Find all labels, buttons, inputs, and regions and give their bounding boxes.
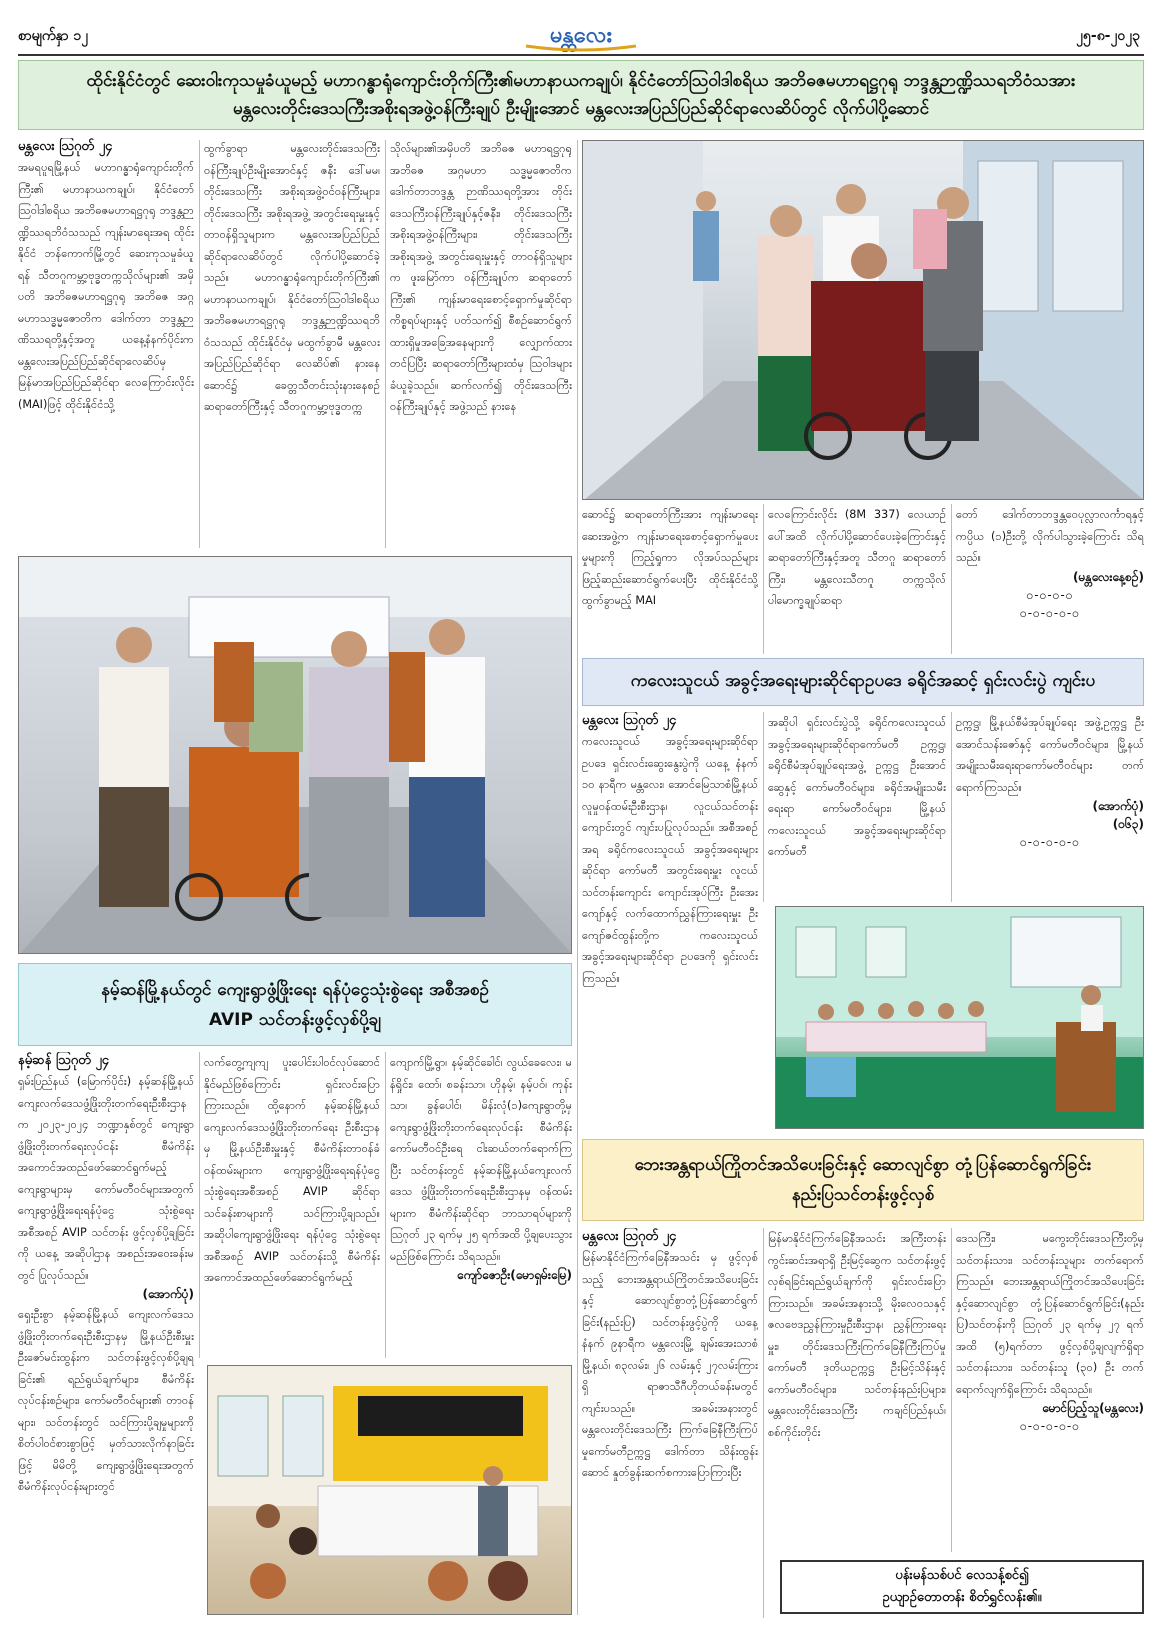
story2-separator: ဝ-ဝ-ဝ-ဝ-ဝ [1019,835,1080,849]
story4-text-col1: မြန်မာနိုင်ငံကြက်ခြေနီအသင်း မှ ဖွင့်လှစ်သည့် ဘေးအန္တရာယ်ကြိုတင်အသိပေးခြင်းနှင့် ဆောလျင်စွာတုံ့ပြန်ဆောင်ရွက်ခြင်း(နည်းပြ) သင်တန်းဖွင့်ပွဲကို ယနေ့ နံနက် ၉နာရီက မန္တလေးမြို့ ချမ်းအေးသာစံမြို့နယ်၊ ၈၃လမ်း၊ ၂၆ လမ်းနှင့် ၂၇လမ်းကြားရှိ ရာဇာသီဂီဟိုတယ်ခန်းမတွင် ကျင်းပသည်။ အခမ်းအနားတွင် မန္တလေးတိုင်းဒေသကြီး ကြက်ခြေနီကြီးကြပ်မှုကော်မတီဥက္ကဋ္ဌ ဒေါက်တာ သိန်းထွန်းဆောင် နှုတ်ခွန်းဆက်စကားပြောကြားပြီး [582,1251,758,1479]
column-rule [951,1228,952,1552]
story4-headline [582,1139,1144,1221]
story1-headline-line2: မန္တလေးတိုင်းဒေသကြီးအစိုးရအဖွဲ့ဝန်ကြီးချုပ် ဦးမျိုးအောင် မန္တလေးအပြည်ပြည်ဆိုင်ရာလေဆိပ်တွင် လိုက်ပါပို့ဆောင် [232,99,930,119]
story2-text-col2: အဆိုပါ ရှင်းလင်းပွဲသို့ ခရိုင်ကလေးသူငယ်အခွင့်အရေးများဆိုင်ရာကော်မတီ ဥက္ကဋ္ဌ၊ ခရိုင်စီမံအုပ်ချုပ်ရေးအဖွဲ့ ဥက္ကဋ္ဌ ဦးအောင်ဆွေနှင့် ကော်မတီဝင်များ၊ ခရိုင်အမျိုးသမီးရေးရာ ကော်မတီဝင်များ၊ မြို့နယ်ကလေးသူငယ် အခွင့်အရေးများဆိုင်ရာကော်မတီ [768,716,946,858]
story1-separator-a: ဝ-ဝ-ဝ-ဝ [1026,587,1074,602]
story1-text-col6: တော် ဒေါက်တာဘဒ္ဒန္တဝေပုလ္လာလင်္ကာရနှင့် ကပ္ပိယ (၁)ဦးတို့ လိုက်ပါသွားခဲ့ကြောင်း သိရသည်။ [956,508,1144,564]
story1-text-col5: လေကြောင်းလိုင်း (8M 337) လေယာဉ်ပေါ်အထိ လိုက်ပါပို့ဆောင်ပေးခဲ့ကြောင်းနှင့် ဆရာတော်ကြီးနှင့်အတူ သီတဂူ ဆရာတော်ကြီး၊ မန္တလေးသီတဂူ တက္ကသိုလ်ပါမောက္ခချုပ်ဆရာ [768,508,946,607]
story3-headline-line1: နမ့်ဆန်မြို့နယ်တွင် ကျေးရွာဖွံ့ဖြိုးရေး ရန်ပုံငွေသုံးစွဲရေး အစီအစဉ် [101,979,489,1000]
story3-text-col1b: ရှေးဦးစွာ နမ့်ဆန်မြို့နယ် ကျေးလက်ဒေသ ဖွံ့ဖြိုးတိုးတက်ရေးဦးစီးဌာနမှ မြို့နယ်ဦးစီးမှူး ဦးဇော်မင်းထွန်းက သင်တန်းဖွင့်လှစ်ပို့ချရခြင်း၏ ရည်ရွယ်ချက်များ၊ စီမံကိန်းလုပ်ငန်းစဉ်များ၊ ကော်မတီဝင်များ၏ တာဝန်များ၊ သင်တန်းတွင် သင်ကြားပို့ချမှုများကို စိတ်ပါဝင်စားစွာဖြင့် မှတ်သားလိုက်နာခြင်းဖြင့် မိမိတို့ ကျေးရွာဖွံ့ဖြိုးရေးအတွက် စီမံကိန်းလုပ်ငန်းများတွင် [18,1308,194,1493]
logo-text: မန္တလေး [549,23,613,48]
story2-text-col3: ဥက္ကဋ္ဌ၊ မြို့နယ်စီမံအုပ်ချုပ်ရေး အဖွဲ့ဥက္ကဋ္ဌ ဦးအောင်သန်းဇော်နှင့် ကော်မတီဝင်များ၊ မြို့နယ်အမျိုးသမီးရေးရာကော်မတီဝင်များ တက်ရောက်ကြသည်။ [956,716,1144,794]
story3-column-3 [390,1052,572,1358]
column-rule [385,1052,386,1358]
story4-reporter: မောင်ပြည့်သူ(မန္တလေး) [1042,1401,1144,1415]
story1-column-5 [768,504,946,654]
story4-separator: ဝ-ဝ-ဝ-ဝ-ဝ [1019,1419,1080,1433]
story4-dateline: မန္တလေး ဩဂုတ် ၂၄ [582,1229,677,1244]
story1-text-col1: အမရပူရမြို့နယ် မဟာဂန္ဓာရုံကျောင်းတိုက်ကြီး၏ မဟာနာယကချုပ်၊ နိုင်ငံတော် ဩဝါဒါစရိယ အဘိဓဇမဟာရဋ္ဌဂုရု ဘဒ္ဒန္တဉာဏ္ဍိဿရဘိဝံသသည် ကျန်းမာရေးအရ ထိုင်းနိုင်ငံ ဘန်ကောက်မြို့တွင် ဆေးကုသမှုခံယူရန် သီတဂူကမ္ဘာ့ဗုဒ္ဓတက္ကသိုလ်များ၏ အမှိပတိ အဘိဓဇမဟာရဋ္ဌဂုရု အဘိဓဇ အဂ္ဂမဟာသဒ္ဓမ္မဇောတိက ဒေါက်တာ ဘဒ္ဒန္တဉာဏိဿရတို့နှင့်အတူ ယနေ့နံနက်ပိုင်းက မန္တလေးအပြည်ပြည်ဆိုင်ရာလေဆိပ်မှ မြန်မာအပြည်ပြည်ဆိုင်ရာ လေကြောင်းလိုင်း (MAI)ဖြင့် ထိုင်းနိုင်ငံသို့ [18,161,194,411]
story1-photo-illustration [583,141,1144,500]
story1-column-2 [204,138,380,548]
story2-credit-code: (ဝ၆၃) [1112,817,1144,831]
column-rule [385,140,386,548]
masthead-logo-graphic [516,18,646,52]
story1-dateline: မန္တလေး ဩဂုတ် ၂၄ [18,139,113,154]
story4-headline-line2: နည်းပြသင်တန်းဖွင့်လှစ် [791,1185,935,1205]
story3-headline [18,963,572,1046]
story2-photo-seminar [775,906,1144,1129]
story2-photo-illustration [776,907,1144,1129]
story4-column-2 [768,1228,946,1552]
story1-credit: (မန္တလေးနေ့စဉ်) [1073,569,1144,584]
page-number: စာမျက်နှာ ၁၂ [18,28,89,44]
story3-credit: (အောက်ပုံ) [142,1287,194,1301]
story3-column-1 [18,1052,194,1617]
story2-dateline: မန္တလေး ဩဂုတ် ၂၄ [582,713,677,728]
story4-headline-line1: ဘေးအန္တရာယ်ကြိုတင်အသိပေးခြင်းနှင့် ဆောလျင်စွာ တုံ့ပြန်ဆောင်ရွက်ခြင်း [634,1155,1092,1175]
story2-column-1 [582,712,758,1132]
story1-photo-airport-wheelchair [582,140,1144,500]
story4-text-col2: မြန်မာနိုင်ငံကြက်ခြေနီအသင်း အကြီးတန်း ကွင်းဆင်းအရာရှိ ဦးမြင့်ဆွေက သင်တန်းဖွင့်လှစ်ရခြင်းရည်ရွယ်ချက်ကို ရှင်းလင်းပြောကြားသည်။ အခမ်းအနားသို့ မိုးလေဝသနှင့် ဇလဗေဒညွှန်ကြားမှုဦးစီးဌာန၊ ညွှန်ကြားရေးမှူး၊ တိုင်းဒေသကြီးကြက်ခြေနီကြီးကြပ်မှုကော်မတီ ဒုတိယဥက္ကဋ္ဌ ဦးမြင့်သိန်းနှင့် ကော်မတီဝင်များ၊ သင်တန်းနည်းပြများ၊ မန္တလေးတိုင်းဒေသကြီး ကချင်ပြည်နယ်၊ စစ်ကိုင်းတိုင်း [768,1232,946,1439]
story3-photo-training-room [207,1365,572,1615]
column-rule [951,712,952,902]
story1-column-6 [956,504,1144,654]
story4-text-col3: ဒေသကြီး၊ မကွေးတိုင်းဒေသကြီးတို့မှသင်တန်းသား၊ သင်တန်းသူများ တက်ရောက်ကြသည်။ ဘေးအန္တရာယ်ကြိုတင်အသိပေးခြင်းနှင့်ဆောလျင်စွာ တုံ့ပြန်ဆောင်ရွက်ခြင်း(နည်းပြ)သင်တန်းကို ဩဂုတ် ၂၃ ရက်မှ ၂၇ ရက်အထိ (၅)ရက်တာ ဖွင့်လှစ်ပို့ချလျက်ရှိရာ သင်တန်းသား၊ သင်တန်းသူ (၃၀) ဦး တက်ရောက်လျက်ရှိကြောင်း သိရသည်။ [956,1232,1144,1396]
story3-text-col1: ရှမ်းပြည်နယ် (မြောက်ပိုင်း) နမ့်ဆန်မြို့နယ် ကျေးလက်ဒေသဖွံ့ဖြိုးတိုးတက်ရေးဦးစီးဌာနက ၂၀၂၃-၂၀၂၄ ဘဏ္ဍာနှစ်တွင် ကျေးရွာဖွံ့ဖြိုးတိုးတက်ရေးလုပ်ငန်း စီမံကိန်း အကောင်အထည်ဖော်ဆောင်ရွက်မည့် ကျေးရွာများမှ ကော်မတီဝင်များအတွက် ကျေးရွာဖွံ့ဖြိုးရေးရန်ပုံငွေ သုံးစွဲရေး အစီအစဉ် AVIP သင်တန်း ဖွင့်လှစ်ပို့ချခြင်းကို ယနေ့ အဆိုပါဌာန အစည်းအဝေးခန်းမတွင် ပြုလုပ်သည်။ [18,1075,194,1282]
header-divider [18,54,1144,56]
slogan-line2: ဥယျာဉ်တောတန်း စိတ်ရွှင်လန်း၏။ [882,1590,1042,1605]
story2-column-2 [768,712,946,902]
story1-column-1 [18,138,194,548]
issue-date: ၂၅-၈-၂၀၂၃ [1076,28,1140,44]
story3-text-col3: ကျောက်မြို့ရွာ၊ နမ့်ဆိုင်ခေါင်၊ လွယ်ခေလေး၊ မန်ရှိုင်း၊ ထော်၊ စခန်းသာ၊ ဟိုနမ့်၊ နမ့်ပဝ်၊ ကုန်းသာ၊ ခွန်ပေါင်၊ မိန်းလုံ(၁)ကျေးရွာတို့မှ ကျေးရွာဖွံ့ဖြိုးတိုးတက်ရေးလုပ်ငန်း စီမံကိန်း ကော်မတီဝင်ဦးရေ ငါးဆယ်တက်ရောက်ကြပြီး သင်တန်းတွင် နမ့်ဆန်မြို့နယ်ကျေးလက်ဒေသ ဖွံ့ဖြိုးတိုးတက်ရေးဦးစီးဌာနမှ ဝန်ထမ်းများက စီမံကိန်းဆိုင်ရာ ဘာသာရပ်များကို ဩဂုတ် ၂၃ ရက်မှ ၂၅ ရက်အထိ ပို့ချပေးသွားမည်ဖြစ်ကြောင်း သိရသည်။ [390,1056,572,1263]
group-silhouettes [99,619,485,919]
story1-headline-line1: ထိုင်းနိုင်ငံတွင် ဆေးဝါးကုသမှုခံယူမည့် မဟာဂန္ဓာရုံကျောင်းတိုက်ကြီး၏မဟာနာယကချုပ်၊ နိုင်ငံတော်ဩဝါဒါစရိယ အဘိဓဇမဟာရဋ္ဌဂုရု ဘဒ္ဒန္တဉာဏ္ဍိဿရဘိဝံသအား [86,71,1076,91]
story3-photo-illustration [208,1366,572,1615]
story2-headline: ကလေးသူငယ် အခွင့်အရေးများဆိုင်ရာဥပဒေ ခရိုင်အဆင့် ရှင်းလင်းပွဲ ကျင်းပ [582,658,1144,706]
slogan-line1: ပန်းမန်သစ်ပင် လေသန့်စင်၍ [895,1568,1029,1583]
story1-column-4 [582,504,758,654]
masthead-logo [516,18,646,52]
story4-column-3 [956,1228,1144,1552]
story3-dateline: နမ့်ဆန် ဩဂုတ် ၂၄ [18,1053,110,1068]
story2-credit: (အောက်ပုံ) [1092,799,1144,813]
column-rule [763,712,764,902]
slogan-box [780,1560,1144,1614]
story4-column-1 [582,1228,758,1620]
story2-text-col1: ကလေးသူငယ် အခွင့်အရေးများဆိုင်ရာဥပဒေ ရှင်းလင်းဆွေးနွေးပွဲကို ယနေ့ နံနက် ၁၀ နာရီက မန္တလေး၊ အောင်မြေသာစံမြို့နယ် လူမှုဝန်ထမ်းဦးစီးဌာန၊ လူငယ်သင်တန်းကျောင်းတွင် ကျင်းပပြုလုပ်သည်။ အစီအစဉ်အရ ခရိုင်ကလေးသူငယ် အခွင့်အရေးများဆိုင်ရာ ကော်မတီ အတွင်းရေးမှူး လူငယ်သင်တန်းကျောင်း ကျောင်းအုပ်ကြီး ဦးအေးကျော်နှင့် လက်ထောက်ညွှန်ကြားရေးမှူး ဦးကျော်ဇင်ထွန်းတို့က ကလေးသူငယ် အခွင့်အရေးများဆိုင်ရာ ဥပဒေကို ရှင်းလင်းကြသည်။ [582,735,758,985]
column-rule [763,1228,764,1618]
story1-separator-b: ဝ-ဝ-ဝ-ဝ-ဝ [1019,605,1080,620]
column-rule [577,140,578,1615]
story1-text-col2: ထွက်ခွာရာ မန္တလေးတိုင်းဒေသကြီး ဝန်ကြီးချုပ်ဦးမျိုးအောင်နှင့် ဇနီး ဒေါ်မမ၊ တိုင်းဒေသကြီး အစိုးရအဖွဲ့ဝင်ဝန်ကြီးများ၊ တိုင်းဒေသကြီး အစိုးရအဖွဲ့ အတွင်းရေးမှူးနှင့် တာဝန်ရှိသူများက မန္တလေးအပြည်ပြည်ဆိုင်ရာလေဆိပ်တွင် လိုက်ပါပို့ဆောင်ခဲ့သည်။ မဟာဂန္ဓာရုံကျောင်းတိုက်ကြီး၏ မဟာနာယကချုပ်၊ နိုင်ငံတော်ဩဝါဒါစရိယ အဘိဓဇမဟာရဋ္ဌဂုရု ဘဒ္ဒန္တဉာဏ္ဍိဿရဘိဝံသသည် ထိုင်းနိုင်ငံမှ မထွက်ခွာမီ မန္တလေးအပြည်ပြည်ဆိုင်ရာ လေဆိပ်၏ နားနေဆောင်၌ ခေတ္တသီတင်းသုံးနားနေစဉ် ဆရာတော်ကြီးနှင့် သီတဂူကမ္ဘာ့ဗုဒ္ဓတက္က [204,142,380,413]
story1-photo2-illustration [19,557,572,954]
story3-reporter: ကျော်ဇောဦး(မောရှမ်းမြေ) [456,1268,572,1282]
column-rule [951,504,952,654]
story3-text-col2: လက်တွေ့ကျကျ ပူးပေါင်းပါဝင်လုပ်ဆောင်နိုင်မည်ဖြစ်ကြောင်း ရှင်းလင်းပြောကြားသည်။ ထို့နောက် နမ့်ဆန်မြို့နယ် ကျေးလက်ဒေသဖွံ့ဖြိုးတိုးတက်ရေး ဦးစီးဌာနမှ မြို့နယ်ဦးစီးမှူးနှင့် စီမံကိန်းတာဝန်ခံဝန်ထမ်းများက ကျေးရွာဖွံ့ဖြိုးရေးရန်ပုံငွေ သုံးစွဲရေးအစီအစဉ် AVIP ဆိုင်ရာ သင်ခန်းစာများကို သင်ကြားပို့ချသည်။ အဆိုပါကျေးရွာဖွံ့ဖြိုးရေး ရန်ပုံငွေ သုံးစွဲရေးအစီအစဉ် AVIP သင်တန်းသို့ စီမံကိန်း အကောင်အထည်ဖော်ဆောင်ရွက်မည့် [204,1056,380,1284]
story3-headline-line2: AVIP သင်တန်းဖွင့်လှစ်ပို့ချ [209,1009,381,1030]
story1-text-col3: သိုလ်များ၏အမှိပတိ အဘိဓဇ မဟာရဋ္ဌဂုရု အဘိဓဇ အဂ္ဂမဟာ သဒ္ဓမ္မဇောတိက ဒေါက်တာဘဒ္ဒန္တ ဉာဏိဿရတို့အား တိုင်းဒေသကြီးဝန်ကြီးချုပ်နှင့်ဇနီး၊ တိုင်းဒေသကြီးအစိုးရအဖွဲ့ဝန်ကြီးများ၊ တိုင်းဒေသကြီးအစိုးရအဖွဲ့ အတွင်းရေးမှူးနှင့် တာဝန်ရှိသူများက ဖူးမြော်ကာ ဝန်ကြီးချုပ်က ဆရာတော်ကြီး၏ ကျန်းမာရေးစောင့်ရှောက်မှုဆိုင်ရာ ကိစ္စရပ်များနှင့် ပတ်သက်၍ စီစဉ်ဆောင်ရွက်ထားရှိမှုအခြေအနေများကို လျှောက်ထားတင်ပြပြီး ဆရာတော်ကြီးများထံမှ ဩဝါဒများခံယူခဲ့သည်။ ဆက်လက်၍ တိုင်းဒေသကြီး ဝန်ကြီးချုပ်နှင့် အဖွဲ့သည် နားနေ [390,142,572,413]
column-rule [199,1052,200,1358]
story1-text-col4: ဆောင်၌ ဆရာတော်ကြီးအား ကျန်းမာရေးဆေးအဖွဲ့က ကျန်းမာရေးစောင့်ရှောက်မှုပေးမှုများကို ကြည့်ရှုကာ လိုအပ်သည်များ ဖြည့်ဆည်းဆောင်ရွက်ပေးပြီး ထိုင်းနိုင်ငံသို့ ထွက်ခွာမည့် MAI [582,508,758,607]
story1-headline [18,60,1144,130]
column-rule [199,140,200,548]
story1-photo-monk-wheelchair [18,556,572,954]
story1-column-3 [390,138,572,548]
story3-column-2 [204,1052,380,1358]
column-rule [763,504,764,654]
story2-column-3 [956,712,1144,902]
